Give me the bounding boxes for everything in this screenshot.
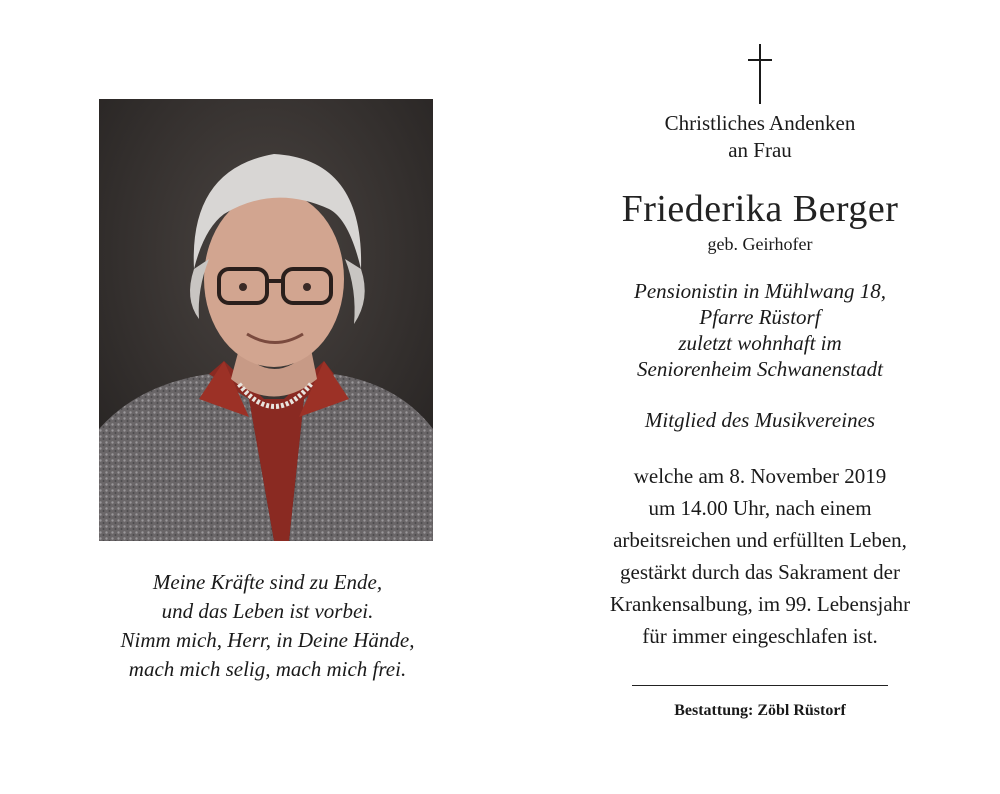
occupation-block xyxy=(540,278,980,382)
notice-line: Krankensalbung, im 99. Lebensjahr xyxy=(609,592,911,616)
occupation-line: Pfarre Rüstorf xyxy=(699,305,821,329)
poem-line: mach mich selig, mach mich frei. xyxy=(128,657,407,681)
poem-line: und das Leben ist vorbei. xyxy=(161,599,374,623)
undertaker-line: Bestattung: Zöbl Rüstorf xyxy=(674,702,846,719)
portrait-photo xyxy=(99,99,433,541)
deceased-name: Friederika Berger xyxy=(621,188,899,230)
poem-line: Meine Kräfte sind zu Ende, xyxy=(152,570,383,594)
notice-line: gestärkt durch das Sakrament der xyxy=(620,560,900,584)
notice-line: welche am 8. November 2019 xyxy=(633,464,887,488)
maiden-name: geb. Geirhofer xyxy=(707,234,813,254)
occupation-line: Seniorenheim Schwanenstadt xyxy=(637,357,883,381)
occupation-line: zuletzt wohnhaft im xyxy=(678,331,842,355)
occupation-line: Pensionistin in Mühlwang 18, xyxy=(634,279,886,303)
memorial-poem xyxy=(60,568,475,684)
notice-line: um 14.00 Uhr, nach einem xyxy=(648,496,872,520)
poem-line: Nimm mich, Herr, in Deine Hände, xyxy=(120,628,415,652)
notice-line: arbeitsreichen und erfüllten Leben, xyxy=(613,528,907,552)
divider xyxy=(632,685,888,686)
heading-line: an Frau xyxy=(728,138,792,162)
memorial-heading xyxy=(540,110,980,164)
heading-line: Christliches Andenken xyxy=(664,111,856,135)
latin-cross-icon xyxy=(746,44,774,104)
membership-line: Mitglied des Musikvereines xyxy=(644,408,876,432)
death-notice xyxy=(540,460,980,652)
notice-line: für immer eingeschlafen ist. xyxy=(642,624,878,648)
